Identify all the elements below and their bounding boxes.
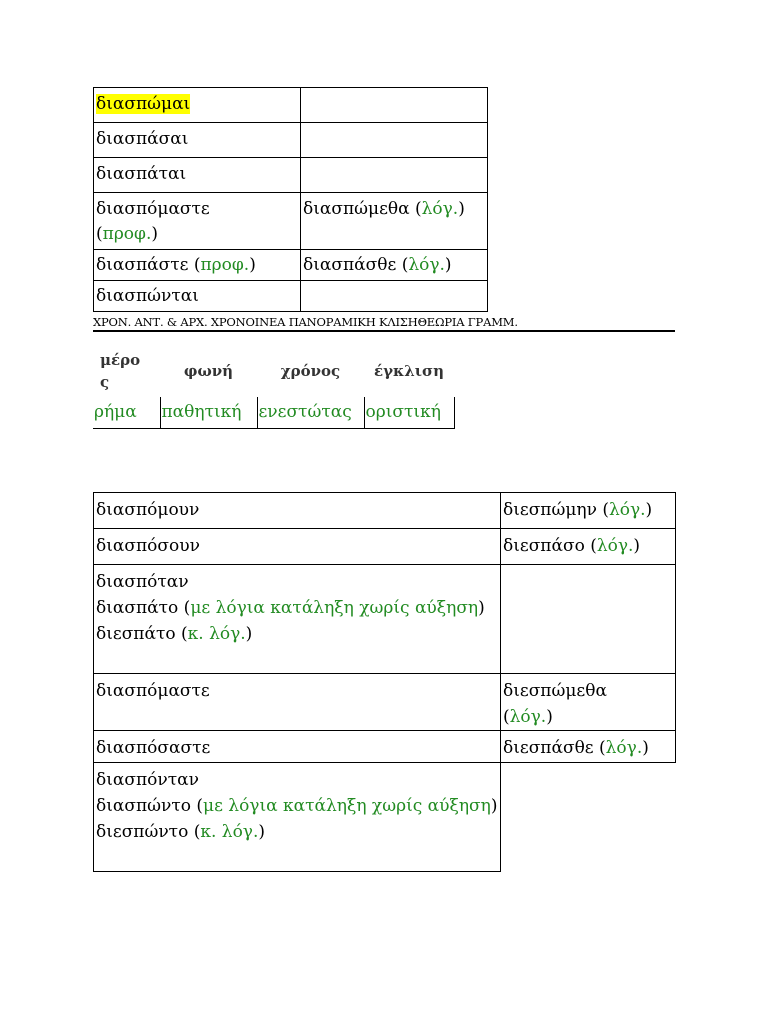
value-voice: παθητική	[160, 397, 257, 428]
paren: )	[478, 598, 485, 618]
form-text: διεσπάσο (	[503, 536, 597, 556]
value-mood: οριστική	[364, 397, 454, 428]
form-text: διεσπάσθε (	[503, 738, 606, 758]
table-cell	[501, 493, 676, 529]
usage-tag: λόγ.	[596, 536, 634, 556]
paren: )	[642, 738, 649, 758]
paren: )	[258, 822, 266, 842]
table-cell: διασπάσαι	[94, 123, 301, 158]
table-row	[94, 158, 488, 193]
table-cell: διασπόσαστε	[94, 731, 501, 763]
table-cell: διασπόμουν	[94, 493, 501, 529]
header-tense: χρόνος	[280, 362, 341, 380]
table-cell	[301, 193, 488, 250]
form-text: διασπάσθε (	[303, 255, 409, 275]
table-row	[94, 493, 676, 529]
table-cell	[94, 193, 301, 250]
form-text: διεσπώμην (	[503, 500, 609, 520]
analysis-header-row	[93, 345, 454, 397]
analysis-value-row	[93, 397, 454, 428]
table-row	[94, 193, 488, 250]
usage-tag: προφ.	[200, 255, 250, 275]
table-cell	[301, 88, 488, 123]
header-text: μέρος	[100, 351, 141, 391]
table-cell: διασπάται	[94, 158, 301, 193]
table-cell	[301, 123, 488, 158]
usage-tag: με λόγια κατάληξη χωρίς αύξηση	[190, 598, 479, 618]
paren: (	[96, 224, 103, 244]
usage-tag: λόγ.	[608, 500, 646, 520]
usage-tag: κ. λόγ.	[200, 822, 259, 842]
usage-tag: με λόγια κατάληξη χωρίς αύξηση	[203, 796, 491, 816]
table-cell	[301, 158, 488, 193]
form-text: διεσπώμεθα	[503, 681, 607, 701]
paren: )	[633, 536, 641, 556]
header-mood: έγκλιση	[373, 362, 444, 380]
section-heading: ΧΡΟΝ. ΑΝΤ. & ΑΡΧ. ΧΡΟΝΟΙΝΕΑ ΠΑΝΟΡΑΜΙΚΗ ΚΛΙΣΗΘΕΩΡΙΑ ΓΡΑΜΜ.	[93, 314, 675, 332]
table-cell: διασπώνται	[94, 281, 301, 312]
usage-tag: λόγ.	[408, 255, 445, 275]
table-cell: διασπόμαστε	[94, 674, 501, 731]
usage-tag: λόγ.	[421, 199, 459, 219]
paren: )	[444, 255, 452, 275]
paren: )	[546, 707, 553, 727]
past-tense-table	[93, 492, 676, 872]
table-cell	[501, 529, 676, 565]
table-row	[94, 565, 676, 674]
table-row	[94, 88, 488, 123]
header-voice: φωνή	[183, 362, 234, 380]
form-text: διασπόμαστε	[96, 199, 210, 219]
table-cell	[501, 731, 676, 763]
paren: (	[503, 707, 510, 727]
form-text: διασπάτο (	[96, 598, 191, 618]
form-text: διασπάστε (	[96, 255, 201, 275]
form-text: διασπόνταν	[96, 770, 199, 790]
usage-tag: προφ.	[102, 224, 152, 244]
table-cell	[94, 88, 301, 123]
highlighted-form: διασπώμαι	[96, 94, 191, 114]
form-text: διασπόταν	[96, 572, 189, 592]
value-tense: ενεστώτας	[257, 397, 364, 428]
present-tense-table	[93, 87, 488, 312]
table-cell	[301, 250, 488, 281]
usage-tag: κ. λόγ.	[187, 624, 246, 644]
table-cell: διασπόσουν	[94, 529, 501, 565]
table-cell	[94, 763, 501, 872]
analysis-table	[93, 345, 455, 429]
paren: )	[245, 624, 253, 644]
table-cell	[301, 281, 488, 312]
usage-tag: λόγ.	[605, 738, 643, 758]
form-text: διασπώντο (	[96, 796, 204, 816]
table-row	[94, 731, 676, 763]
usage-tag: λόγ.	[509, 707, 547, 727]
paren: )	[249, 255, 256, 275]
value-part-of-speech: ρήμα	[93, 397, 160, 428]
header-part-of-speech	[93, 345, 160, 397]
table-cell	[501, 674, 676, 731]
table-row	[94, 250, 488, 281]
table-row	[94, 281, 488, 312]
form-text: διεσπάτο (	[96, 624, 188, 644]
table-row	[94, 763, 676, 872]
table-cell	[94, 250, 301, 281]
table-row	[94, 123, 488, 158]
table-cell	[501, 763, 676, 872]
form-text: διεσπώντο (	[96, 822, 201, 842]
table-cell	[94, 565, 501, 674]
paren: )	[490, 796, 498, 816]
table-row	[94, 674, 676, 731]
paren: )	[645, 500, 653, 520]
paren: )	[458, 199, 465, 219]
table-cell	[501, 565, 676, 674]
form-text: διασπώμεθα (	[303, 199, 422, 219]
paren: )	[151, 224, 158, 244]
table-row	[94, 529, 676, 565]
